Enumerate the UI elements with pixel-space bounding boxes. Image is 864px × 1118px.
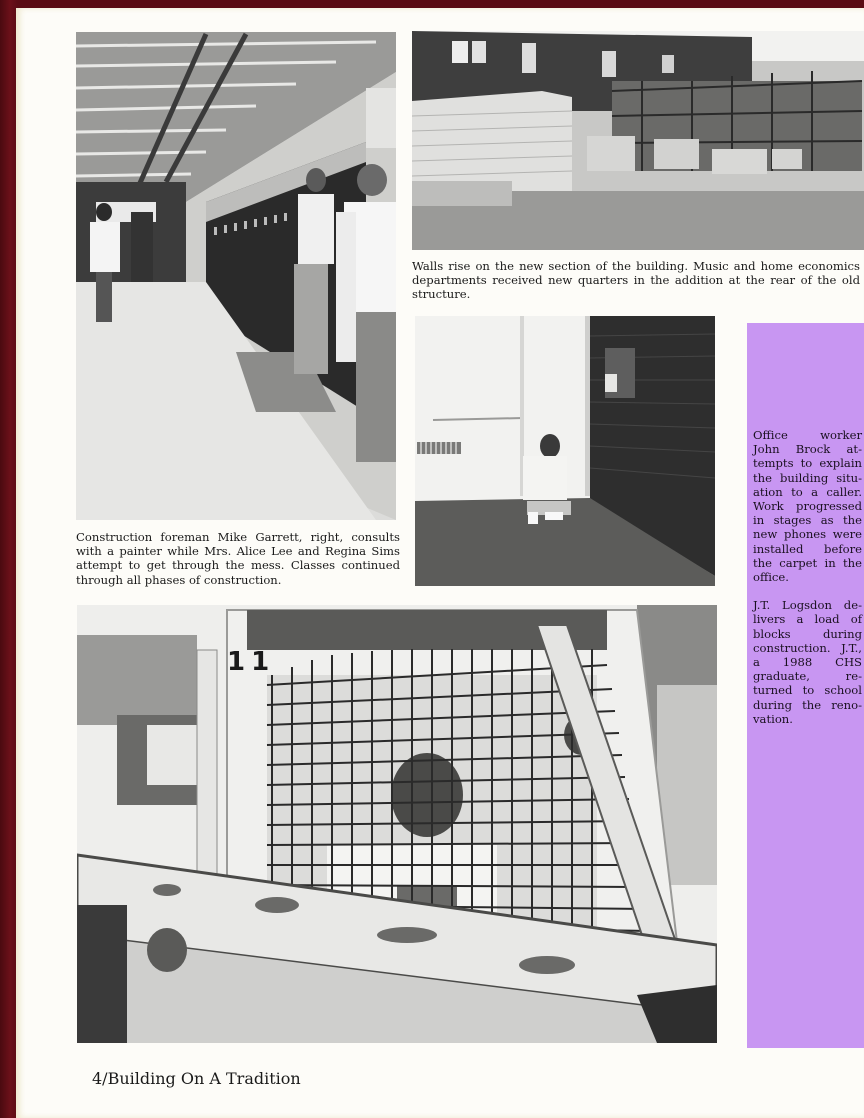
photo-hallway — [76, 32, 396, 520]
photo-office-worker — [415, 316, 715, 586]
new-walls-image — [412, 31, 864, 250]
page-folio: 4/Building On A Tradition — [92, 1069, 301, 1088]
photo-new-walls — [412, 31, 864, 250]
caption-hallway: Construction foreman Mike Garrett, right, consults with a painter while Mrs. Alice Lee and Regina Sims attempt to get through the mess. Classes continued through all phases of construction. — [76, 530, 400, 587]
skid-loader-image — [77, 605, 717, 1043]
caption-new-walls: Walls rise on the new section of the building. Music and home economics departments received new quarters in the addition at the rear of the old structure. — [412, 259, 860, 302]
caption-sidebar-box — [747, 323, 864, 1048]
loader-number-label: 11 — [227, 647, 276, 677]
yearbook-page — [16, 8, 864, 1118]
caption-loader: J.T. Logsdon delivers a load of blocks during construction. J.T., a 1988 CHS graduate, returned to school during the renovation. — [753, 598, 862, 726]
photo-skid-loader — [77, 605, 717, 1043]
office-worker-image — [415, 316, 715, 586]
caption-office-worker: Office worker John Brock attempts to explain the building situation to a caller. Work progressed in stages as the new phones were installed before the carpet in the office. — [753, 428, 862, 585]
hallway-image — [76, 32, 396, 520]
